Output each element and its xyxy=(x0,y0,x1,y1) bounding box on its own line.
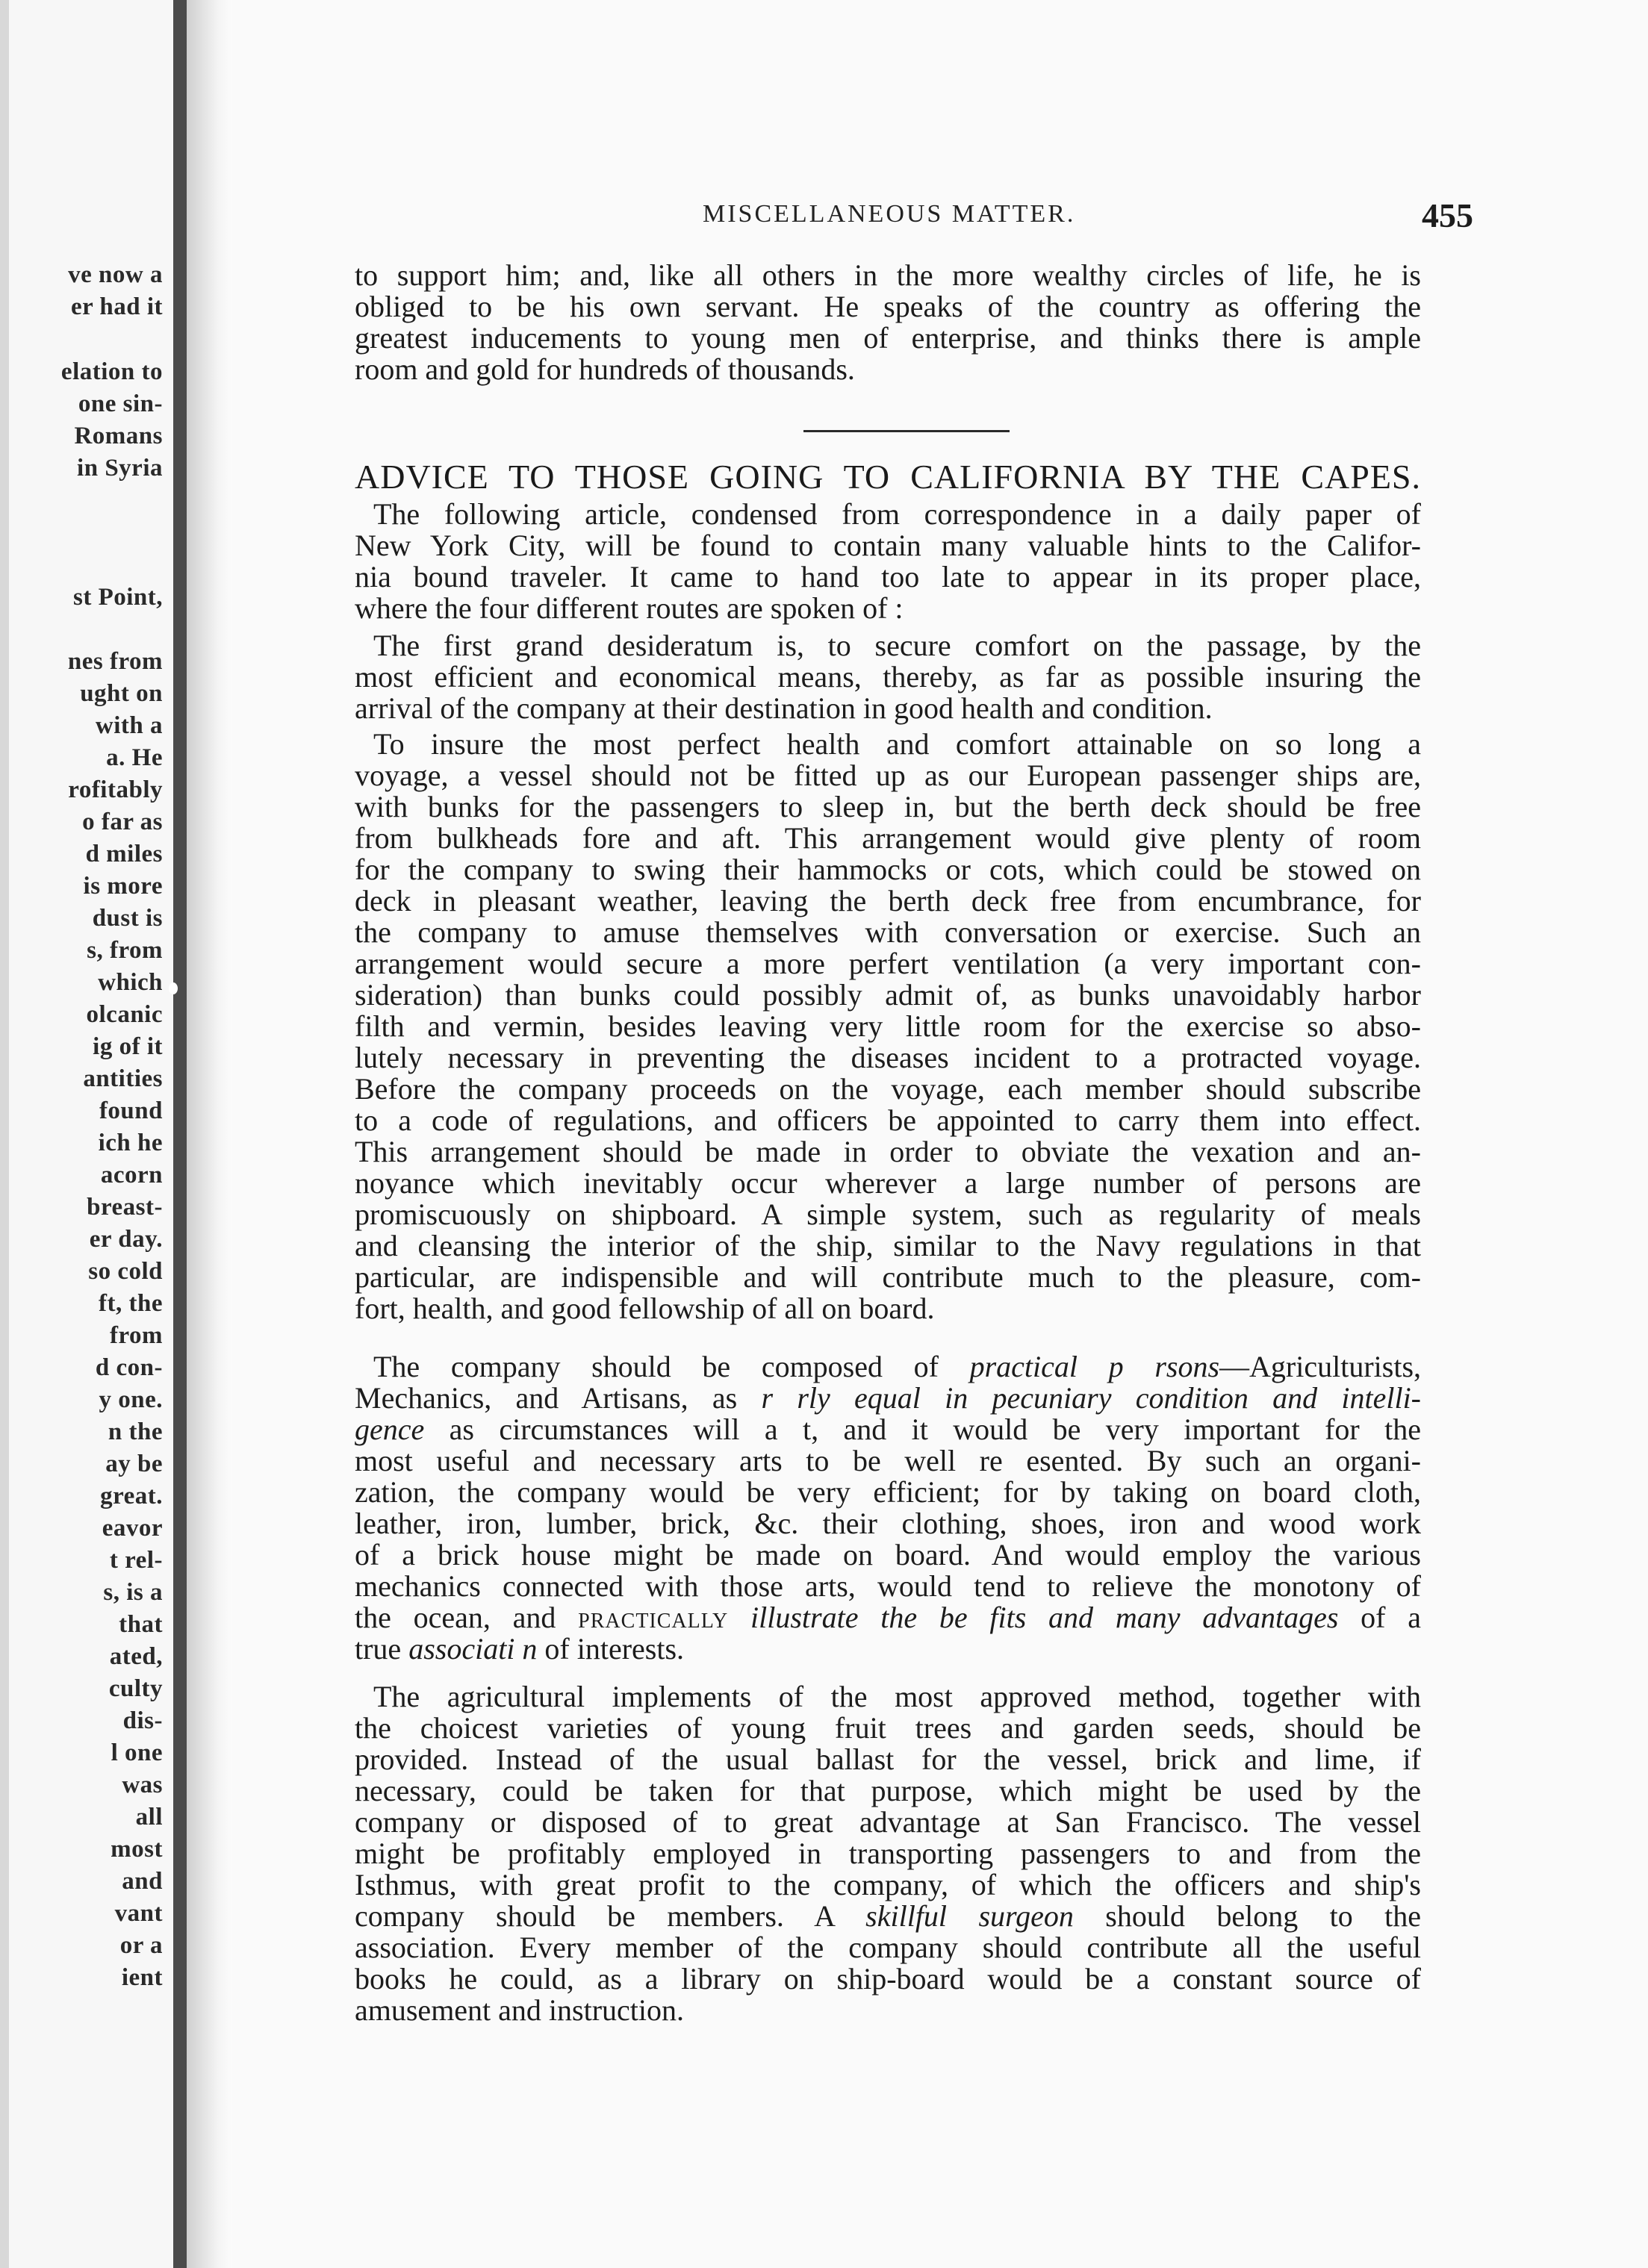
book-gutter xyxy=(173,0,187,2268)
left-line: n the xyxy=(108,1418,163,1445)
left-line: breast- xyxy=(87,1194,163,1221)
body-line: leather, iron, lumber, brick, &c. their clothing, shoes, iron and wood work xyxy=(355,1507,1421,1540)
body-line: association. Every member of the company should contribute all the useful xyxy=(355,1931,1421,1964)
left-line: elation to xyxy=(60,358,163,385)
left-line: is more xyxy=(83,873,163,900)
left-line: dis- xyxy=(122,1707,163,1734)
left-line: ient xyxy=(121,1964,163,1991)
italic-span: fits and many advantages xyxy=(989,1601,1339,1634)
body-line: noyance which inevitably occur wherever a large number of persons are xyxy=(355,1166,1421,1200)
body-line: To insure the most perfect health and comfort attainable on so long a xyxy=(373,727,1421,761)
body-line: arrangement would secure a more perfert ventilation (a very important con- xyxy=(355,947,1421,980)
left-line: which xyxy=(98,969,163,996)
left-line: eavor xyxy=(102,1515,163,1542)
left-line: dust is xyxy=(92,905,163,932)
text-span: The company should be composed of xyxy=(373,1350,970,1383)
left-line: all xyxy=(135,1804,163,1831)
body-line: Isthmus, with great profit to the company, of which the officers and ship's xyxy=(355,1868,1421,1901)
left-line: er day. xyxy=(89,1226,163,1253)
left-line: culty xyxy=(108,1675,163,1702)
left-line: in Syria xyxy=(77,455,163,482)
italic-span: rly equal in pecuniary condition and intelli- xyxy=(797,1381,1422,1415)
italic-span: associati xyxy=(408,1632,515,1666)
left-line: rofitably xyxy=(68,776,163,803)
left-line: was xyxy=(122,1772,163,1798)
italic-span: rsons xyxy=(1154,1350,1220,1383)
left-line: ught on xyxy=(80,680,163,707)
italic-span: n xyxy=(522,1632,538,1666)
left-facing-page xyxy=(0,0,173,2268)
text-span: Mechanics, and Artisans, as xyxy=(355,1381,762,1415)
left-line: antities xyxy=(83,1065,163,1092)
text-span: as circumstances will a xyxy=(424,1412,778,1446)
left-line: ich he xyxy=(98,1130,163,1156)
body-line: mechanics connected with those arts, would tend to relieve the monotony of xyxy=(355,1569,1421,1603)
left-line: ated, xyxy=(109,1643,163,1670)
left-page-edge xyxy=(0,0,9,2268)
left-line: t rel- xyxy=(109,1547,163,1574)
section-rule xyxy=(803,430,1010,432)
left-line: great. xyxy=(100,1483,163,1510)
body-line: company or disposed of to great advantage at San Francisco. The vessel xyxy=(355,1805,1421,1839)
left-line: acorn xyxy=(100,1162,163,1188)
body-line: New York City, will be found to contain many valuable hints to the Califor- xyxy=(355,529,1421,562)
body-line: amusement and instruction. xyxy=(355,1993,685,2027)
left-line: ay be xyxy=(105,1451,163,1477)
left-line: a. He xyxy=(106,744,163,771)
body-line: voyage, a vessel should not be fitted up as our European passenger ships are, xyxy=(355,758,1421,792)
body-line: from bulkheads fore and aft. This arrangement would give plenty of room xyxy=(355,821,1421,855)
gutter-shadow xyxy=(187,0,231,2268)
text-span: of a xyxy=(1338,1601,1422,1634)
text-span: —Agriculturists, xyxy=(1219,1350,1422,1383)
intro-line: obliged to be his own servant. He speaks of the country as offering the xyxy=(355,290,1421,323)
body-line: This arrangement should be made in order to obviate the vexation and an- xyxy=(355,1135,1421,1168)
left-line: y one. xyxy=(99,1386,163,1413)
body-line: fort, health, and good fellowship of all on board. xyxy=(355,1292,935,1325)
text-span: esented. By such an organi- xyxy=(1026,1444,1421,1477)
body-line xyxy=(355,1383,1421,1414)
body-line: of a brick house might be made on board. And would employ the various xyxy=(355,1538,1421,1571)
body-line xyxy=(355,1445,1421,1477)
left-line: d miles xyxy=(85,841,163,867)
left-line: with a xyxy=(95,712,163,739)
body-line: The first grand desideratum is, to secure comfort on the passage, by the xyxy=(373,629,1421,662)
running-title: MISCELLANEOUS MATTER. xyxy=(703,200,1076,228)
text-span: most useful and necessary arts to be well re xyxy=(355,1444,1003,1477)
left-line: s, is a xyxy=(103,1579,163,1606)
binding-hole xyxy=(169,982,178,994)
body-line: most efficient and economical means, thereby, as far as possible insuring the xyxy=(355,660,1421,694)
body-line xyxy=(355,1602,1421,1633)
body-line: zation, the company would be very efficient; for by taking on board cloth, xyxy=(355,1475,1421,1509)
body-line: the choicest varieties of young fruit trees and garden seeds, should be xyxy=(355,1711,1421,1745)
italic-span: r xyxy=(761,1381,774,1415)
body-line: for the company to swing their hammocks or cots, which could be stowed on xyxy=(355,853,1421,886)
left-line: that xyxy=(119,1611,163,1638)
italic-span: gence xyxy=(355,1412,425,1446)
text-span: company should be members. A xyxy=(355,1899,866,1933)
left-line: st Point, xyxy=(73,584,163,611)
left-line: Romans xyxy=(74,423,163,449)
body-line xyxy=(355,1414,1421,1445)
body-line: provided. Instead of the usual ballast for the vessel, brick and lime, if xyxy=(355,1742,1421,1776)
left-line: most xyxy=(111,1836,163,1863)
left-line: ft, the xyxy=(99,1290,163,1317)
body-line: The following article, condensed from correspondence in a daily paper of xyxy=(373,497,1421,531)
left-line: o far as xyxy=(82,809,163,835)
body-line: books he could, as a library on ship-board would be a constant source of xyxy=(355,1962,1421,1996)
body-line: and cleansing the interior of the ship, similar to the Navy regulations in that xyxy=(355,1229,1421,1262)
body-line: sideration) than bunks could possibly admit of, as bunks unavoidably harbor xyxy=(355,978,1421,1012)
body-line: to a code of regulations, and officers be appointed to carry them into effect. xyxy=(355,1103,1421,1137)
italic-span: skillful surgeon xyxy=(865,1899,1074,1933)
body-line: necessary, could be taken for that purpose, which might be used by the xyxy=(355,1774,1421,1807)
page-number: 455 xyxy=(1422,196,1473,234)
text-span: the ocean, and xyxy=(355,1601,579,1634)
intro-line: to support him; and, like all others in the more wealthy circles of life, he is xyxy=(355,258,1421,292)
body-line: The agricultural implements of the most approved method, together with xyxy=(373,1680,1421,1713)
left-line: s, from xyxy=(87,937,163,964)
text-span: should belong to the xyxy=(1073,1899,1421,1933)
body-line: might be profitably employed in transporting passengers to and from the xyxy=(355,1836,1421,1870)
left-line: and xyxy=(122,1868,163,1895)
body-line: nia bound traveler. It came to hand too late to appear in its proper place, xyxy=(355,560,1421,594)
left-line: l one xyxy=(111,1739,163,1766)
left-line: olcanic xyxy=(86,1001,163,1028)
left-line: ig of it xyxy=(93,1033,163,1060)
intro-line: greatest inducements to young men of enterprise, and thinks there is ample xyxy=(355,321,1421,355)
body-line: lutely necessary in preventing the diseases incident to a protracted voyage. xyxy=(355,1041,1421,1074)
left-line: found xyxy=(99,1097,163,1124)
italic-span: practical p xyxy=(969,1350,1124,1383)
running-head xyxy=(473,196,1473,233)
body-line xyxy=(355,1901,1421,1932)
text-span: t, and it would be very important for the xyxy=(803,1412,1421,1446)
body-line xyxy=(373,1351,1421,1383)
body-line: Before the company proceeds on the voyage, each member should subscribe xyxy=(355,1072,1421,1106)
italic-span: illustrate the be xyxy=(728,1601,968,1634)
text-span: of interests. xyxy=(537,1632,685,1666)
left-line: nes from xyxy=(67,648,163,675)
left-line: vant xyxy=(114,1900,163,1927)
body-line: the company to amuse themselves with conversation or exercise. Such an xyxy=(355,915,1421,949)
body-line: with bunks for the passengers to sleep in, but the berth deck should be free xyxy=(355,790,1421,823)
smallcaps-span: practically xyxy=(578,1601,729,1634)
left-line: from xyxy=(109,1322,163,1349)
left-line: ve now a xyxy=(68,261,163,288)
body-line xyxy=(355,1633,1421,1665)
left-line: er had it xyxy=(70,293,163,320)
body-line: arrival of the company at their destination in good health and condition. xyxy=(355,691,1213,725)
body-line: deck in pleasant weather, leaving the berth deck free from encumbrance, for xyxy=(355,884,1421,918)
left-line: so cold xyxy=(88,1258,163,1285)
body-line: particular, are indispensible and will contribute much to the pleasure, com- xyxy=(355,1260,1421,1294)
left-line: or a xyxy=(119,1932,163,1959)
section-title: ADVICE TO THOSE GOING TO CALIFORNIA BY THE CAPES. xyxy=(355,458,1421,496)
body-line: where the four different routes are spoken of : xyxy=(355,591,904,625)
intro-line: room and gold for hundreds of thousands. xyxy=(355,352,855,386)
left-line: d con- xyxy=(95,1354,163,1381)
left-line: one sin- xyxy=(78,390,163,417)
text-span: true xyxy=(355,1632,409,1666)
body-line: promiscuously on shipboard. A simple system, such as regularity of meals xyxy=(355,1197,1421,1231)
body-line: filth and vermin, besides leaving very little room for the exercise so abso- xyxy=(355,1009,1421,1043)
